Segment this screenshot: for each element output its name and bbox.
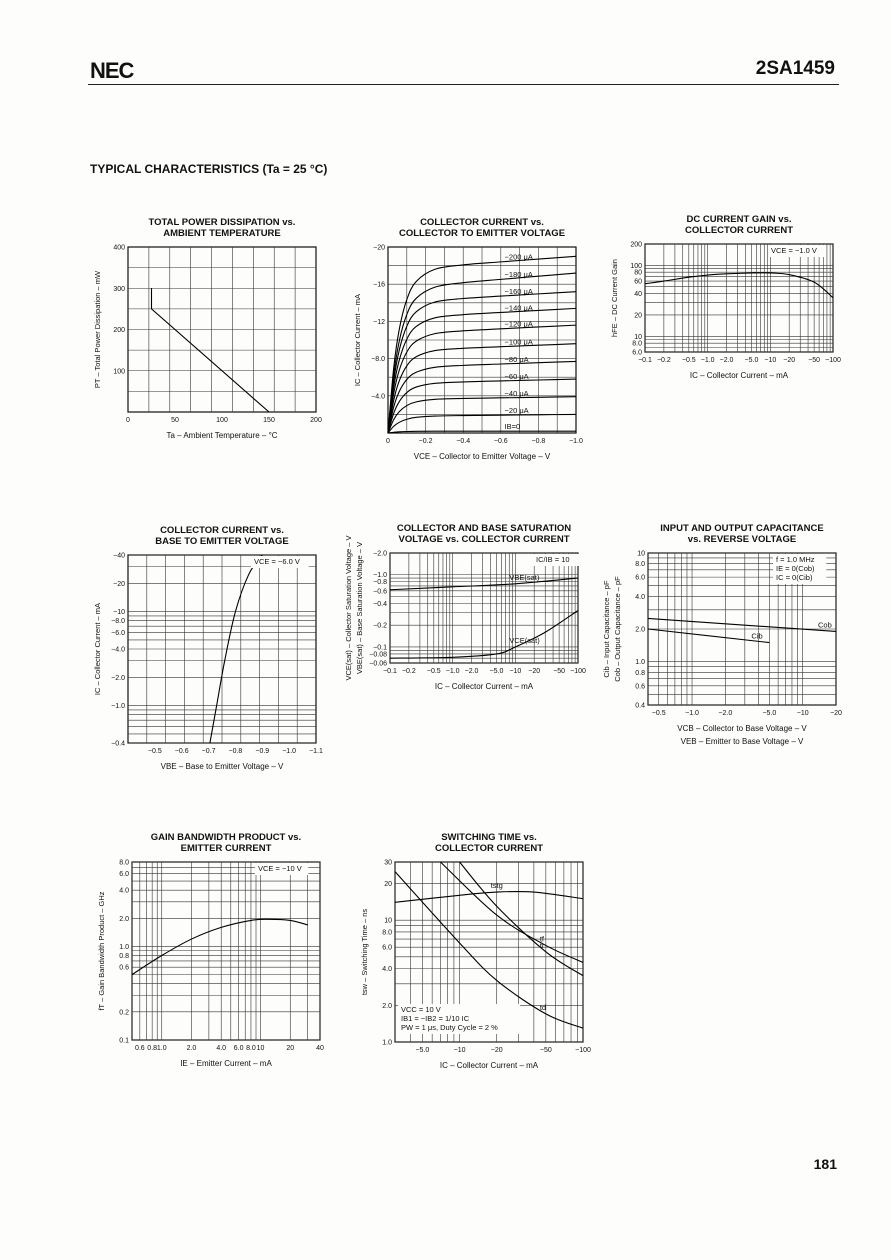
y-tick-label: 1.0	[635, 659, 645, 667]
x-tick-label: −10	[764, 357, 777, 364]
x-tick-label: −100	[575, 1047, 591, 1054]
x-tick-label: 150	[263, 417, 275, 424]
x-tick-label: −1.0	[569, 438, 583, 445]
x-tick-label: −20	[490, 1047, 503, 1054]
x-tick-label: −0.8	[228, 748, 243, 755]
series-label: td	[539, 1002, 547, 1012]
series-label: Cob	[818, 620, 832, 630]
y-tick-label: 1.0	[382, 1039, 392, 1047]
x-tick-label: −0.1	[638, 357, 652, 364]
y-tick-label: 2.0	[635, 626, 645, 634]
curve-label: −60 μA	[504, 371, 529, 381]
y-axis-label: PT – Total Power Dissipation – mW	[93, 270, 102, 389]
x-axis-label: VCB – Collector to Base Voltage – V	[677, 724, 807, 733]
x-tick-label: −0.7	[201, 748, 216, 755]
section-title: TYPICAL CHARACTERISTICS (Ta = 25 °C)	[90, 162, 328, 176]
y-tick-label: 0.6	[635, 683, 645, 691]
chart-c6	[602, 523, 842, 746]
x-tick-label: −1.0	[282, 748, 297, 755]
curve-label: −100 μA	[504, 337, 533, 347]
chart-title: COLLECTOR CURRENT vs.	[160, 525, 284, 536]
x-tick-label: −5.0	[415, 1047, 430, 1054]
chart-annotation: f = 1.0 MHz	[776, 555, 815, 564]
y-tick-label: −4.0	[111, 646, 125, 654]
y-tick-label: 4.0	[119, 887, 129, 895]
curve-label: IB=0	[504, 422, 521, 432]
series-label: VBE(sat)	[509, 572, 540, 582]
x-tick-label: −1.1	[309, 748, 323, 755]
y-tick-label: −0.1	[373, 644, 387, 652]
curve-label: −20 μA	[504, 406, 529, 416]
chart-title: TOTAL POWER DISSIPATION vs.	[148, 217, 296, 228]
y-tick-label: −0.4	[373, 600, 387, 608]
y-tick-label: 0.6	[119, 964, 129, 972]
y-axis-label: VCE(sat) – Collector Saturation Voltage – V	[344, 535, 353, 681]
chart-annotation: VCE = −6.0 V	[254, 557, 300, 566]
y-tick-label: 200	[113, 327, 125, 334]
x-tick-label: −0.5	[426, 668, 441, 675]
x-tick-label: −0.5	[651, 710, 666, 717]
y-tick-label: −12	[373, 318, 385, 326]
x-tick-label: −5.0	[489, 668, 504, 675]
y-tick-label: 80	[634, 269, 642, 277]
y-tick-label: −2.0	[111, 674, 125, 682]
x-tick-label: −0.8	[531, 438, 546, 445]
grid	[645, 244, 833, 352]
chart-annotation: VCE = −1.0 V	[771, 246, 817, 255]
grid	[132, 862, 320, 1040]
x-axis-label: IE – Emitter Current – mA	[180, 1059, 272, 1068]
chart-title: VOLTAGE vs. COLLECTOR CURRENT	[398, 534, 570, 545]
x-tick-label: −100	[825, 357, 841, 364]
y-tick-label: 0.2	[119, 1009, 129, 1017]
x-tick-label: 0.6	[134, 1045, 145, 1052]
chart-c2	[353, 217, 583, 461]
x-tick-label: −1.0	[700, 357, 715, 364]
y-axis-label: VBE(sat) – Base Saturation Voltage – V	[355, 541, 364, 675]
chart-c8	[360, 832, 591, 1070]
chart-annotation: IB1 = −IB2 = 1/10 IC	[401, 1014, 470, 1023]
x-tick-label: −0.6	[174, 748, 189, 755]
x-tick-label: −20	[830, 710, 842, 717]
x-tick-label: 40	[316, 1045, 324, 1052]
y-tick-label: −0.8	[373, 579, 387, 587]
y-tick-label: 20	[634, 312, 642, 320]
series-label: VCE(sat)	[509, 635, 540, 645]
series-line	[390, 610, 578, 658]
y-tick-label: −1.0	[373, 572, 387, 580]
y-tick-label: −1.0	[111, 703, 125, 711]
x-tick-label: −0.9	[255, 748, 270, 755]
chart-title: COLLECTOR TO EMITTER VOLTAGE	[398, 228, 566, 239]
x-tick-label: −2.0	[719, 357, 734, 364]
x-tick-label: −20	[528, 668, 541, 675]
x-tick-label: −1.0	[445, 668, 460, 675]
x-tick-label: −100	[570, 668, 586, 675]
brand-logo: NEC	[90, 58, 134, 83]
y-tick-label: 8.0	[119, 859, 129, 867]
x-axis-label: IC – Collector Current – mA	[689, 371, 789, 380]
series-line	[390, 578, 578, 590]
y-tick-label: 6.0	[632, 349, 642, 357]
y-tick-label: 0.8	[635, 669, 645, 677]
x-tick-label: −10	[453, 1047, 466, 1054]
y-tick-label: −16	[373, 281, 385, 289]
x-tick-label: −0.2	[418, 438, 433, 445]
y-tick-label: −10	[113, 609, 125, 617]
x-tick-label: −5.0	[762, 710, 777, 717]
y-tick-label: −6.0	[111, 629, 125, 637]
chart-title: vs. REVERSE VOLTAGE	[687, 534, 797, 545]
x-tick-label: 4.0	[216, 1045, 227, 1052]
x-tick-label: −50	[808, 357, 821, 364]
x-tick-label: 20	[286, 1045, 295, 1052]
curve-label: −40 μA	[504, 388, 529, 398]
chart-annotation: IC = 0(Cib)	[776, 573, 813, 582]
y-tick-label: 0.4	[635, 702, 645, 710]
y-tick-label: 8.0	[382, 929, 392, 937]
y-tick-label: 60	[634, 278, 642, 286]
chart-annotation: VCC = 10 V	[401, 1005, 441, 1014]
curve-label: −160 μA	[504, 286, 533, 296]
chart-c1	[93, 217, 322, 440]
part-number: 2SA1459	[755, 58, 835, 79]
y-tick-label: 0.8	[119, 953, 129, 961]
x-tick-label: −0.5	[681, 357, 696, 364]
y-tick-label: 1.0	[119, 943, 129, 951]
series-line	[395, 891, 583, 902]
grid	[390, 553, 578, 663]
x-tick-label: −5.0	[744, 357, 759, 364]
y-tick-label: 0.1	[119, 1037, 129, 1045]
x-tick-label: 10	[256, 1045, 265, 1052]
curve-label: −200 μA	[504, 252, 533, 262]
y-tick-label: 8.0	[632, 340, 642, 348]
x-axis-label: VEB – Emitter to Base Voltage – V	[680, 737, 804, 746]
x-tick-label: −1.0	[685, 710, 699, 717]
x-tick-label: 6.0	[233, 1045, 244, 1052]
x-tick-label: 0	[386, 438, 390, 445]
x-tick-label: 8.0	[246, 1045, 256, 1052]
y-axis-label: hFE – DC Current Gain	[610, 259, 619, 337]
y-tick-label: 20	[384, 880, 392, 888]
chart-c7	[97, 832, 324, 1068]
x-tick-label: 2.0	[186, 1045, 197, 1052]
y-tick-label: −0.2	[373, 622, 387, 630]
y-tick-label: −20	[373, 244, 385, 252]
chart-title: EMITTER CURRENT	[180, 843, 272, 854]
x-tick-label: −0.2	[401, 668, 416, 675]
y-tick-label: −2.0	[373, 550, 387, 558]
x-tick-label: 100	[216, 417, 228, 424]
x-tick-label: −0.5	[147, 748, 162, 755]
y-tick-label: 10	[634, 333, 642, 341]
y-tick-label: 10	[637, 550, 645, 558]
y-tick-label: 2.0	[382, 1002, 392, 1010]
x-axis-label: Ta – Ambient Temperature – °C	[166, 431, 278, 440]
y-tick-label: −40	[113, 552, 125, 560]
chart-title: COLLECTOR AND BASE SATURATION	[396, 523, 572, 534]
chart-annotation: PW = 1 μs, Duty Cycle = 2 %	[401, 1023, 498, 1032]
y-tick-label: −0.06	[369, 660, 387, 668]
y-axis-label: fT – Gain Bandwidth Product – GHz	[97, 891, 106, 1011]
y-tick-label: −8.0	[371, 356, 385, 364]
series-label: tr	[539, 940, 545, 950]
y-tick-label: 4.0	[635, 593, 645, 601]
x-tick-label: 0	[126, 417, 130, 424]
chart-c3	[610, 214, 841, 380]
x-tick-label: −0.4	[456, 438, 471, 445]
chart-c5	[344, 523, 586, 691]
y-axis-label: IC – Collector Current – mA	[93, 602, 102, 696]
y-tick-label: −8.0	[111, 618, 125, 626]
x-tick-label: 50	[171, 417, 179, 424]
y-tick-label: −0.6	[373, 588, 387, 596]
chart-title: AMBIENT TEMPERATURE	[163, 228, 281, 239]
series-label: tf	[539, 934, 545, 944]
x-axis-label: VCE – Collector to Emitter Voltage – V	[413, 452, 551, 461]
x-tick-label: −50	[553, 668, 566, 675]
series-label: Cib	[751, 631, 763, 641]
y-tick-label: 10	[384, 917, 392, 925]
x-tick-label: −2.0	[464, 668, 479, 675]
x-tick-label: −2.0	[718, 710, 733, 717]
y-tick-label: −0.4	[111, 740, 125, 748]
grid	[128, 555, 316, 743]
series-label: tstg	[490, 881, 503, 891]
chart-annotation: VCE = −10 V	[258, 864, 302, 873]
y-tick-label: 8.0	[635, 561, 645, 569]
page-number: 181	[813, 1156, 837, 1172]
chart-title: BASE TO EMITTER VOLTAGE	[155, 536, 289, 547]
chart-title: COLLECTOR CURRENT	[434, 843, 544, 854]
x-tick-label: 0.8	[147, 1045, 158, 1052]
x-tick-label: 200	[310, 417, 322, 424]
x-axis-label: IC – Collector Current – mA	[434, 682, 534, 691]
y-tick-label: 300	[113, 285, 125, 293]
y-axis-label: IC – Collector Current – mA	[353, 293, 362, 387]
grid	[128, 247, 316, 412]
x-tick-label: 1.0	[156, 1045, 167, 1052]
x-tick-label: −50	[539, 1047, 552, 1054]
series-line	[648, 618, 836, 631]
y-tick-label: 30	[384, 859, 392, 867]
y-tick-label: 2.0	[119, 915, 129, 923]
y-tick-label: 6.0	[635, 574, 645, 582]
y-tick-label: 200	[630, 241, 642, 249]
curve-label: −180 μA	[504, 270, 533, 280]
plot-frame	[390, 553, 578, 663]
chart-title: INPUT AND OUTPUT CAPACITANCE	[660, 523, 824, 534]
plot-frame	[645, 244, 833, 352]
y-axis-label: tsw – Switching Time – ns	[360, 908, 369, 996]
x-tick-label: −0.1	[383, 668, 397, 675]
curve-label: −140 μA	[504, 303, 533, 313]
y-tick-label: 4.0	[382, 966, 392, 974]
chart-title: COLLECTOR CURRENT	[684, 225, 794, 236]
y-tick-label: −0.08	[369, 651, 387, 659]
curve-label: −80 μA	[504, 354, 529, 364]
x-tick-label: −20	[783, 357, 796, 364]
y-tick-label: 100	[113, 368, 125, 376]
y-axis-label: Cob – Output Capacitance – pF	[613, 576, 622, 682]
x-axis-label: VBE – Base to Emitter Voltage – V	[160, 762, 284, 771]
chart-c4	[93, 525, 323, 771]
y-tick-label: 6.0	[382, 944, 392, 952]
x-tick-label: −10	[509, 668, 522, 675]
y-tick-label: 40	[634, 291, 642, 299]
chart-title: DC CURRENT GAIN vs.	[686, 214, 792, 225]
series-line	[460, 862, 583, 976]
y-tick-label: −20	[113, 580, 125, 588]
chart-annotation: IC/IB = 10	[536, 555, 570, 564]
y-tick-label: 400	[113, 244, 125, 252]
x-tick-label: −0.6	[493, 438, 508, 445]
curve-label: −120 μA	[504, 319, 533, 329]
chart-title: COLLECTOR CURRENT vs.	[420, 217, 544, 228]
y-tick-label: −4.0	[371, 393, 385, 401]
y-tick-label: 6.0	[119, 871, 129, 879]
x-tick-label: −0.2	[656, 357, 671, 364]
x-tick-label: −10	[796, 710, 809, 717]
x-axis-label: IC – Collector Current – mA	[439, 1061, 539, 1070]
chart-title: GAIN BANDWIDTH PRODUCT vs.	[150, 832, 302, 843]
y-tick-label: 100	[630, 262, 642, 270]
chart-title: SWITCHING TIME vs.	[441, 832, 537, 843]
chart-annotation: IE = 0(Cob)	[776, 564, 815, 573]
series-line	[132, 919, 308, 974]
y-axis-label: Cib – Input Capacitance – pF	[602, 580, 611, 678]
